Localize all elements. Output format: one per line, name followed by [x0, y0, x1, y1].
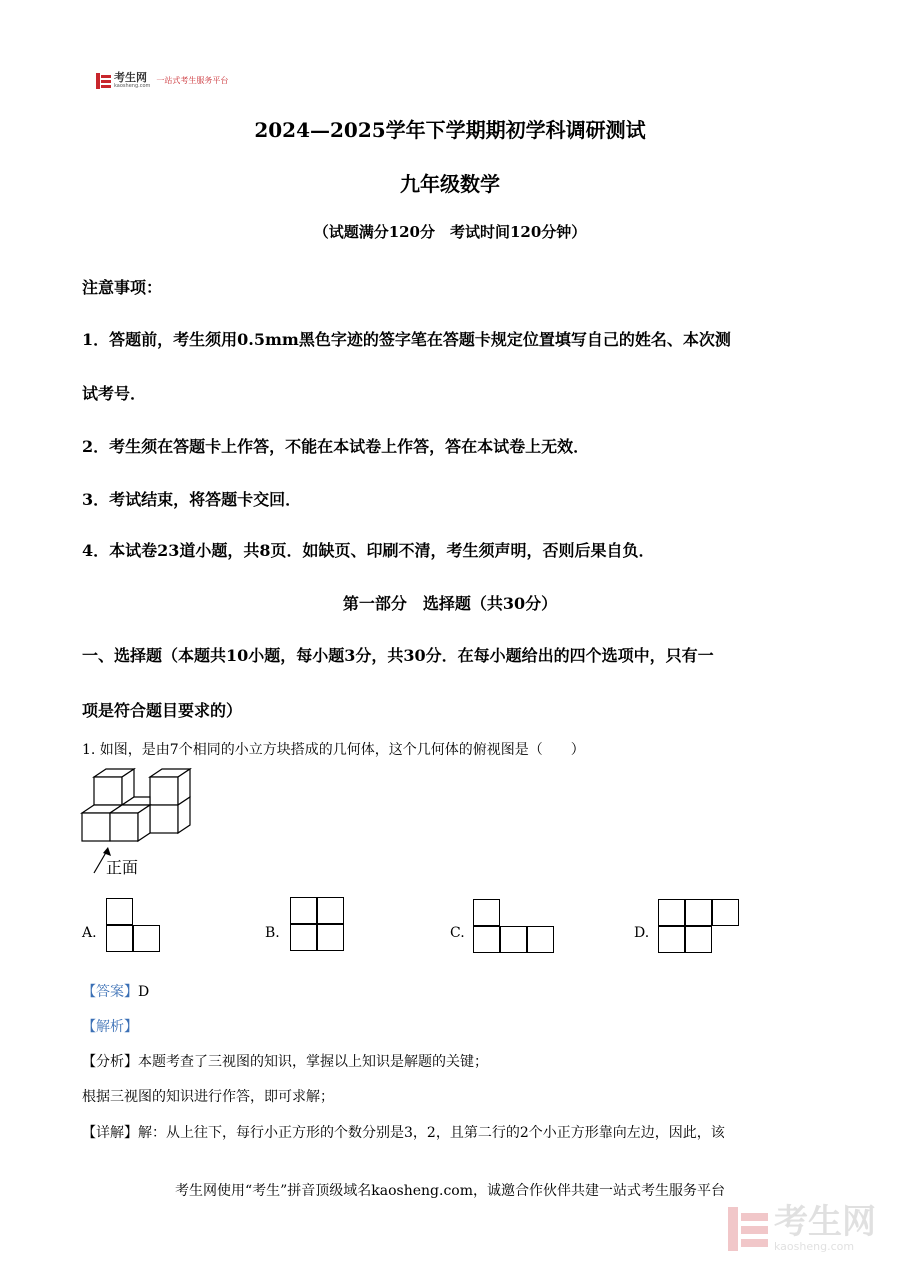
- watermark-logo-icon: [728, 1207, 768, 1251]
- option-d-label: D.: [634, 925, 650, 941]
- answer-line: [82, 981, 149, 1001]
- notice-item-2: 2．考生须在答题卡上作答，不能在本试卷上作答，答在本试卷上无效．: [82, 437, 590, 456]
- analysis-line-3: 【详解】解：从上往下，每行小正方形的个数分别是3，2，且第二行的2个小正方形靠向左边，因此，该: [82, 1125, 725, 1141]
- section-heading-a: 一、选择题（本题共10小题，每小题3分，共30分．在每小题给出的四个选项中，只有一: [82, 646, 714, 665]
- brand-slogan: 一站式考生服务平台: [156, 76, 229, 85]
- option-b-figure: [290, 897, 346, 953]
- notice-item-1a: 1．答题前，考生须用0.5mm黑色字迹的签字笔在答题卡规定位置填写自己的姓名、本次测: [82, 330, 731, 349]
- exam-meta: （试题满分120分 考试时间120分钟）: [313, 223, 587, 241]
- kaosheng-logo-icon: [96, 73, 111, 89]
- brand-url: kaosheng.com: [114, 83, 151, 89]
- notice-item-1b: 试考号．: [82, 384, 147, 403]
- front-label: 正面: [106, 858, 139, 877]
- notice-item-3: 3．考试结束，将答题卡交回．: [82, 490, 302, 509]
- option-a-label: A.: [82, 925, 97, 941]
- watermark-url: kaosheng.com: [774, 1240, 855, 1253]
- answer-value: D: [138, 984, 150, 1000]
- answer-tag: 【答案】: [82, 984, 138, 1000]
- brand-name: 考生网: [114, 71, 147, 84]
- watermark-name: 考生网: [774, 1202, 876, 1242]
- analysis-line-1: 【分析】本题考查了三视图的知识，掌握以上知识是解题的关键；: [82, 1054, 488, 1070]
- part1-heading: 第一部分 选择题（共30分）: [342, 594, 558, 613]
- option-c-label: C.: [450, 925, 465, 941]
- analysis-line-2: 根据三视图的知识进行作答，即可求解；: [82, 1089, 334, 1105]
- watermark: [728, 1204, 876, 1253]
- exam-title: 2024—2025学年下学期期初学科调研测试: [254, 118, 646, 142]
- option-c-figure: [473, 899, 557, 955]
- exam-subtitle: 九年级数学: [400, 172, 500, 196]
- brand-logo: [96, 72, 228, 89]
- analysis-tag: 【解析】: [82, 1019, 138, 1035]
- notice-item-4: 4．本试卷23道小题，共8页．如缺页、印刷不清，考生须声明，否则后果自负．: [82, 541, 655, 560]
- question-1-text: 1. 如图，是由7个相同的小立方块搭成的几何体，这个几何体的俯视图是（ ）: [82, 742, 585, 758]
- option-b-label: B.: [265, 925, 280, 941]
- notice-heading: 注意事项：: [82, 278, 163, 297]
- page-footer: 考生网使用“考生”拼音顶级域名kaosheng.com，诚邀合作伙伴共建一站式考生服务平台: [174, 1183, 726, 1199]
- section-heading-b: 项是符合题目要求的）: [82, 701, 243, 720]
- option-a-figure: [106, 898, 162, 954]
- option-d-figure: [658, 899, 742, 955]
